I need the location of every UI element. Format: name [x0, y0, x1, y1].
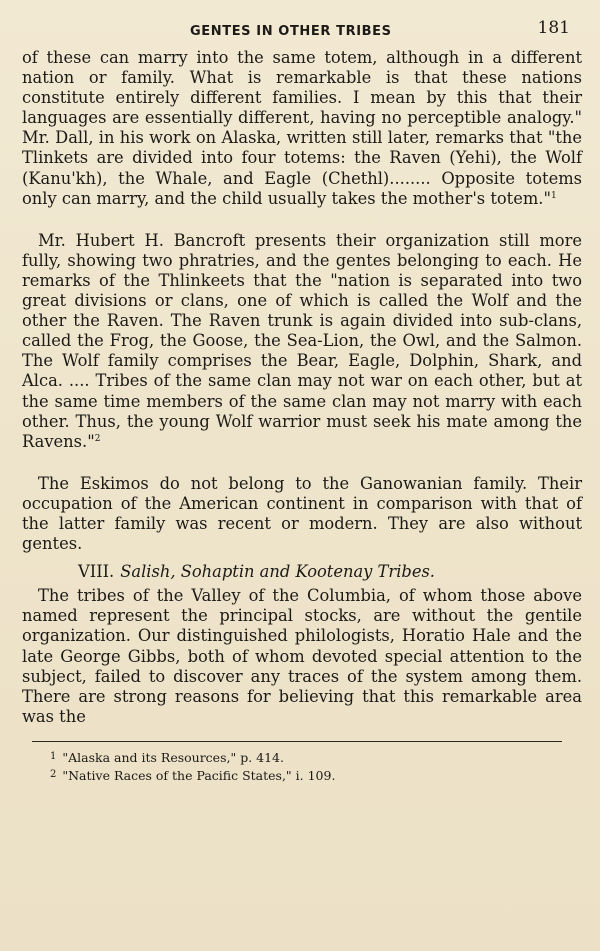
footnote-divider [32, 741, 562, 742]
page-number: 181 [537, 18, 570, 38]
footnote-ref-2: 2 [94, 433, 101, 444]
body-text [22, 48, 582, 727]
paragraph-eskimos: The Eskimos do not belong to the Ganowanian family. Their occupation of the American continent in comparison with that of the latter family was recent or modern. They are also without gentes. [22, 473, 582, 554]
section-heading [22, 562, 582, 582]
running-head: GENTES IN OTHER TRIBES [190, 24, 392, 39]
section-numeral: VIII. [78, 562, 115, 582]
page-header [22, 14, 582, 48]
footnote-ref-1: 1 [550, 190, 557, 201]
footnote-marker: 2 [50, 768, 57, 780]
paragraph-totems: of these can marry into the same totem, although in a different nation or family. What is remarkable is that these nations constitute entirely different families. I mean by this that their languages are essentially different, having no perceptible analogy." Mr. Dall, in his work on Alaska, written still later, remarks that "the Tlinkets are divided into four totems: the Raven (Yehi), the Wolf (Kanu'kh), the Whale, and Eagle (Chethl)........ Opposite totems only can marry, and the child usually takes the mother's totem."$^1$ [22, 48, 582, 208]
footnote-2 [50, 766, 582, 784]
footnote-text: "Alaska and its Resources," p. 414. [62, 749, 284, 765]
paragraph-bancroft: Mr. Hubert H. Bancroft presents their organization still more fully, showing two phratries, and the gentes belonging to each. He remarks of the Thlinkeets that the "nation is separated into two great divisions or clans, one of which is called the Wolf and the other the Raven. The Raven trunk is again divided into sub-clans, called the Frog, the Goose, the Sea-Lion, the Owl, and the Salmon. The Wolf family comprises the Bear, Eagle, Dolphin, Shark, and Alca. .... Tribes of the same clan may not war on each other, but at the same time members of the same clan may not marry with each other. Thus, the young Wolf warrior must seek his mate among the Ravens."$^2$ [22, 230, 582, 451]
footnotes [22, 748, 582, 784]
section-title: Salish, Sohaptin and Kootenay Tribes. [120, 562, 435, 582]
paragraph-columbia: The tribes of the Valley of the Columbia, of whom those above named represent the principal stocks, are without the gentile organization. Our distinguished philologists, Horatio Hale and the late George Gibbs, both of whom devoted special attention to the subject, failed to discover any traces of the system among them. There are strong reasons for believing that this remarkable area was the [22, 586, 582, 726]
footnote-marker: 1 [50, 750, 57, 762]
footnote-text: "Native Races of the Pacific States," i. 109. [62, 767, 336, 783]
footnote-1 [50, 748, 582, 766]
